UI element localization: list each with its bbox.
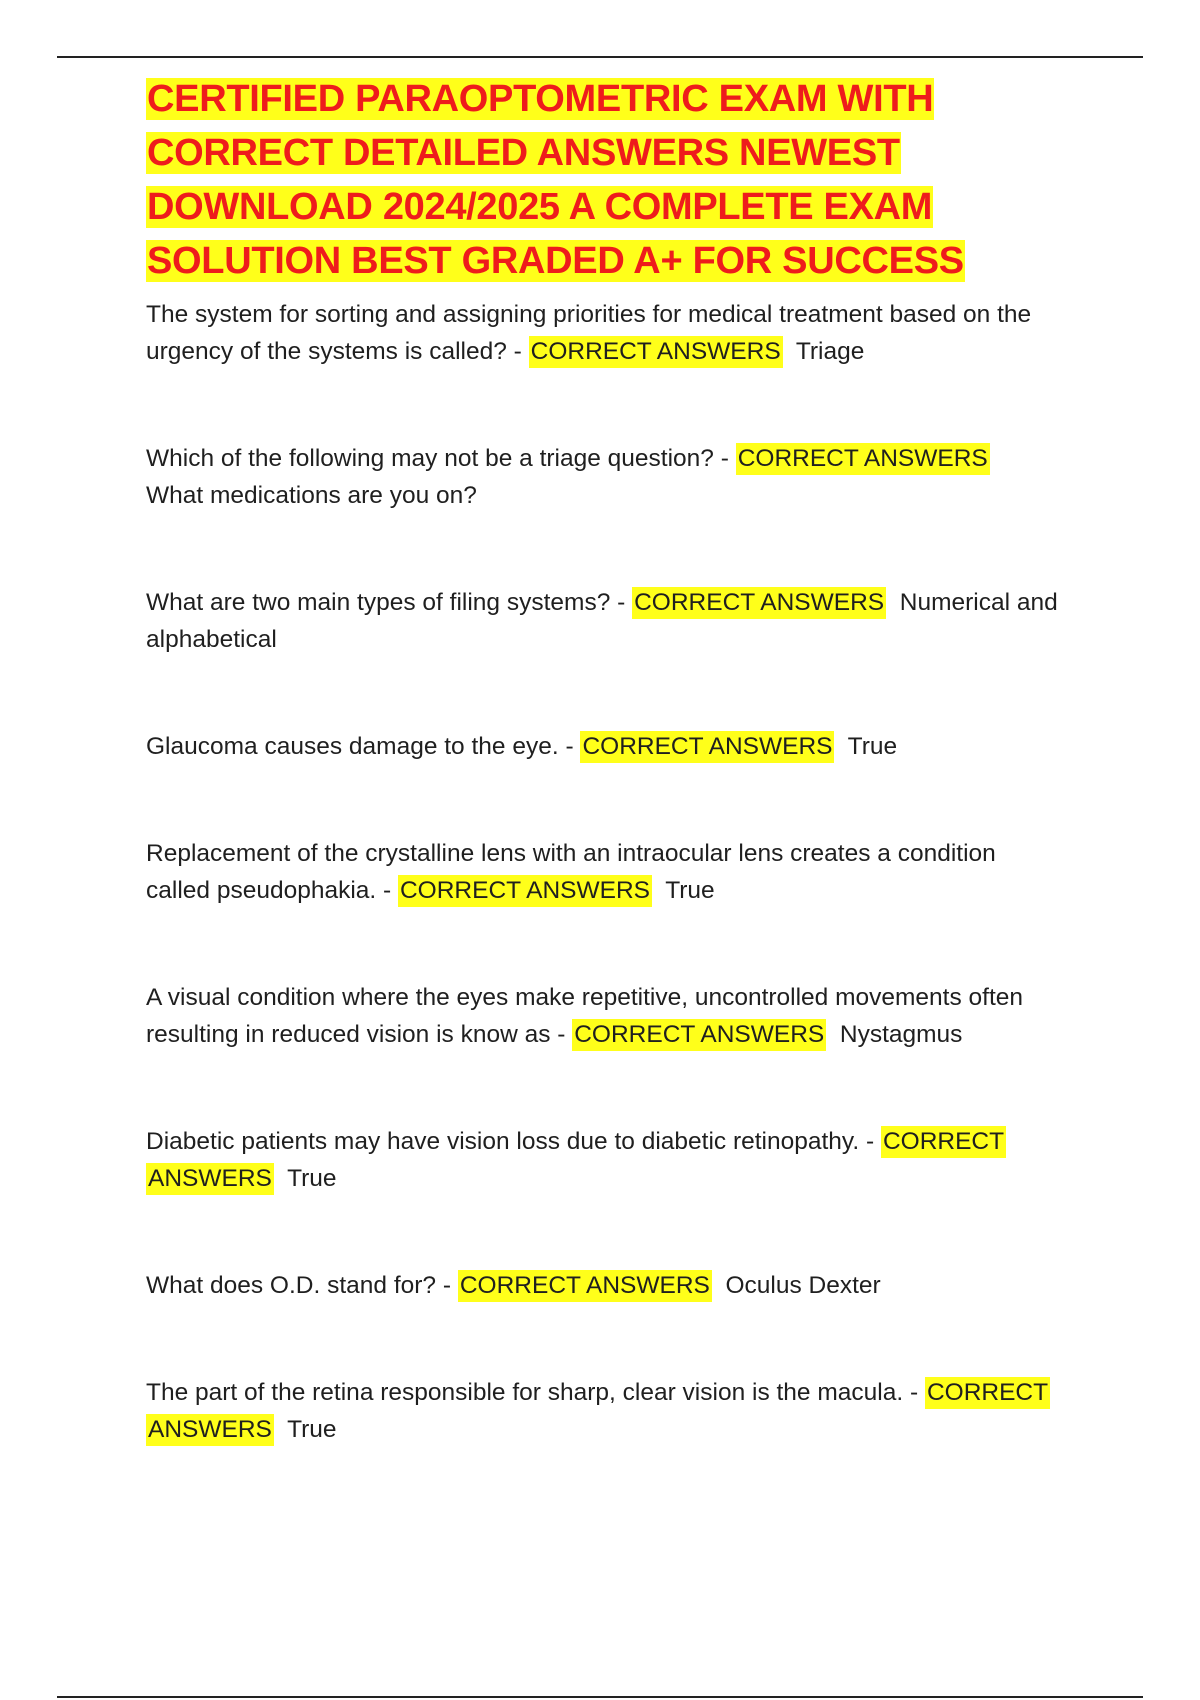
answer-text: Oculus Dexter [725,1272,881,1299]
question-text: What does O.D. stand for? - [146,1272,452,1299]
correct-answers-tag: CORRECT ANSWERS [146,1377,1050,1446]
answer-text: Numerical and alphabetical [146,589,1058,653]
qa-item [146,584,1066,658]
question-text: Diabetic patients may have vision loss due to diabetic retinopathy. - [146,1128,875,1155]
answer-text: Nystagmus [839,1021,963,1048]
correct-answers-tag: CORRECT ANSWERS [736,443,990,475]
question-text: The part of the retina responsible for sharp, clear vision is the macula. - [146,1379,919,1406]
answer-text: True [847,733,898,760]
bottom-rule [57,1696,1143,1698]
qa-list [146,296,1066,1448]
question-text: Which of the following may not be a triage question? - [146,445,729,472]
qa-item [146,1267,1066,1304]
qa-item [146,1123,1066,1197]
correct-answers-tag: CORRECT ANSWERS [632,587,886,619]
qa-item [146,440,1066,514]
top-rule [57,56,1143,58]
correct-answers-tag: CORRECT ANSWERS [146,1126,1006,1195]
qa-item [146,979,1066,1053]
question-text: What are two main types of filing systems? - [146,589,626,616]
question-text: The system for sorting and assigning priorities for medical treatment based on the urgency of the systems is called? - [146,301,1032,365]
question-text: Replacement of the crystalline lens with an intraocular lens creates a condition called pseudophakia. - [146,840,996,904]
qa-item [146,835,1066,909]
question-text: A visual condition where the eyes make repetitive, uncontrolled movements often resulting in reduced vision is know as - [146,984,1024,1048]
correct-answers-tag: CORRECT ANSWERS [398,875,652,907]
qa-item [146,728,1066,765]
correct-answers-tag: CORRECT ANSWERS [458,1270,712,1302]
qa-item [146,1374,1066,1448]
correct-answers-tag: CORRECT ANSWERS [572,1019,826,1051]
qa-item [146,296,1066,370]
correct-answers-tag: CORRECT ANSWERS [580,731,834,763]
question-text: Glaucoma causes damage to the eye. - [146,733,574,760]
document-title-text: CERTIFIED PARAOPTOMETRIC EXAM WITH CORRECT DETAILED ANSWERS NEWEST DOWNLOAD 2024/2025 A COMPLETE EXAM SOLUTION BEST GRADED A+ FOR SUCCESS [147,78,964,282]
answer-text: True [287,1416,337,1443]
document-title [146,72,1066,288]
correct-answers-tag: CORRECT ANSWERS [529,336,783,368]
answer-text: What medications are you on? [146,482,477,509]
answer-text: Triage [795,338,865,365]
answer-text: True [287,1165,337,1192]
answer-text: True [665,877,715,904]
document-page [146,72,1066,1448]
